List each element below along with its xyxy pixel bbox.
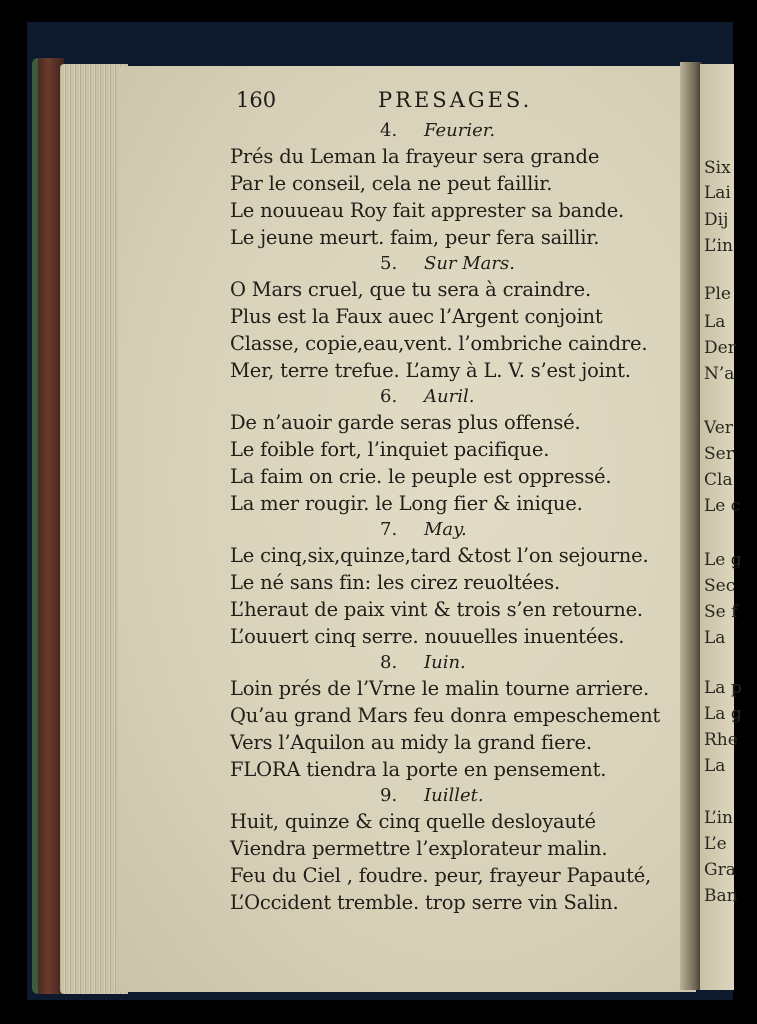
quatrain-heading <box>230 517 680 542</box>
facing-line-fragment: Gra <box>704 860 736 880</box>
quatrain-number: 9. <box>380 785 398 806</box>
quatrain <box>230 251 680 384</box>
quatrain-heading <box>230 783 680 808</box>
facing-line-fragment: Le g <box>704 550 742 570</box>
facing-line-fragment: La <box>704 628 726 648</box>
verse-line: Loin prés de l’Vrne le malin tourne arriere. <box>230 677 649 700</box>
verse-line: Plus est la Faux auec l’Argent conjoint <box>230 305 603 328</box>
verse-line: La mer rougir. le Long fier & inique. <box>230 492 583 515</box>
facing-line-fragment: Ple <box>704 284 731 304</box>
quatrain-title: Sur Mars. <box>424 253 515 274</box>
quatrain-number: 5. <box>380 253 398 274</box>
quatrain-title: Iuillet. <box>424 785 484 806</box>
quatrain <box>230 384 680 517</box>
verse-line: Mer, terre trefue. L’amy à L. V. s’est joint. <box>230 359 631 382</box>
verse-line: Feu du Ciel , foudre. peur, frayeur Papauté, <box>230 864 652 887</box>
facing-line-fragment: N’a <box>704 364 735 384</box>
quatrain <box>230 118 680 251</box>
verse-line: Le cinq,six,quinze,tard &tost l’on sejourne. <box>230 544 649 567</box>
facing-line-fragment: Se f <box>704 602 738 622</box>
verse-line: Le jeune meurt. faim, peur fera saillir. <box>230 226 600 249</box>
verse-line: De n’auoir garde seras plus offensé. <box>230 411 581 434</box>
facing-line-fragment: Sec <box>704 576 736 596</box>
verse-line: Le foible fort, l’inquiet pacifique. <box>230 438 550 461</box>
facing-line-fragment: Le c <box>704 496 741 516</box>
quatrain-heading <box>230 384 680 409</box>
verse-line: Qu’au grand Mars feu donra empeschement <box>230 704 661 727</box>
facing-line-fragment: La <box>704 756 726 776</box>
verse-line: FLORA tiendra la porte en pensement. <box>230 758 607 781</box>
verse-line: Vers l’Aquilon au midy la grand fiere. <box>230 731 592 754</box>
quatrain <box>230 517 680 650</box>
facing-line-fragment: Six <box>704 158 731 178</box>
quatrain <box>230 650 680 783</box>
quatrain-title: May. <box>424 519 467 540</box>
facing-line-fragment: Ser <box>704 444 734 464</box>
running-head <box>236 88 676 116</box>
quatrain-number: 6. <box>380 386 398 407</box>
facing-line-fragment: Dij <box>704 210 729 230</box>
quatrain-number: 8. <box>380 652 398 673</box>
verse-line: O Mars cruel, que tu sera à craindre. <box>230 278 591 301</box>
facing-line-fragment: Der <box>704 338 736 358</box>
quatrain-text <box>230 118 680 916</box>
facing-line-fragment: La p <box>704 678 742 698</box>
quatrain-title: Iuin. <box>424 652 466 673</box>
verse-line: L’ouuert cinq serre. nouuelles inuentées. <box>230 625 625 648</box>
quatrain-heading <box>230 118 680 143</box>
book-gutter <box>680 62 702 990</box>
quatrain-title: Feurier. <box>424 120 496 141</box>
verse-line: L’Occident tremble. trop serre vin Salin. <box>230 891 619 914</box>
facing-line-fragment: Lai <box>704 183 731 203</box>
facing-line-fragment: L’e <box>704 834 727 854</box>
verse-line: La faim on crie. le peuple est oppressé. <box>230 465 612 488</box>
facing-line-fragment: L’in <box>704 808 734 828</box>
facing-line-fragment: Rhe <box>704 730 738 750</box>
running-title: PRESAGES. <box>378 88 533 112</box>
quatrain <box>230 783 680 916</box>
verse-line: Huit, quinze & cinq quelle desloyauté <box>230 810 596 833</box>
facing-page <box>700 64 742 990</box>
facing-line-fragment: La g <box>704 704 742 724</box>
quatrain-heading <box>230 650 680 675</box>
quatrain-number: 7. <box>380 519 398 540</box>
facing-line-fragment: Ban <box>704 886 738 906</box>
facing-line-fragment: Cla <box>704 470 733 490</box>
quatrain-title: Auril. <box>424 386 475 407</box>
verse-line: L’heraut de paix vint & trois s’en retourne. <box>230 598 643 621</box>
page-number: 160 <box>236 88 277 112</box>
verse-line: Par le conseil, cela ne peut faillir. <box>230 172 553 195</box>
verse-line: Classe, copie,eau,vent. l’ombriche caindre. <box>230 332 648 355</box>
facing-line-fragment: La <box>704 312 726 332</box>
quatrain-heading <box>230 251 680 276</box>
facing-line-fragment: Ver <box>704 418 733 438</box>
verse-line: Le né sans fin: les cirez reuoltées. <box>230 571 560 594</box>
quatrain-number: 4. <box>380 120 398 141</box>
facing-line-fragment: L’in <box>704 236 734 256</box>
verse-line: Prés du Leman la frayeur sera grande <box>230 145 600 168</box>
verse-line: Le nouueau Roy fait apprester sa bande. <box>230 199 625 222</box>
verse-line: Viendra permettre l’explorateur malin. <box>230 837 608 860</box>
